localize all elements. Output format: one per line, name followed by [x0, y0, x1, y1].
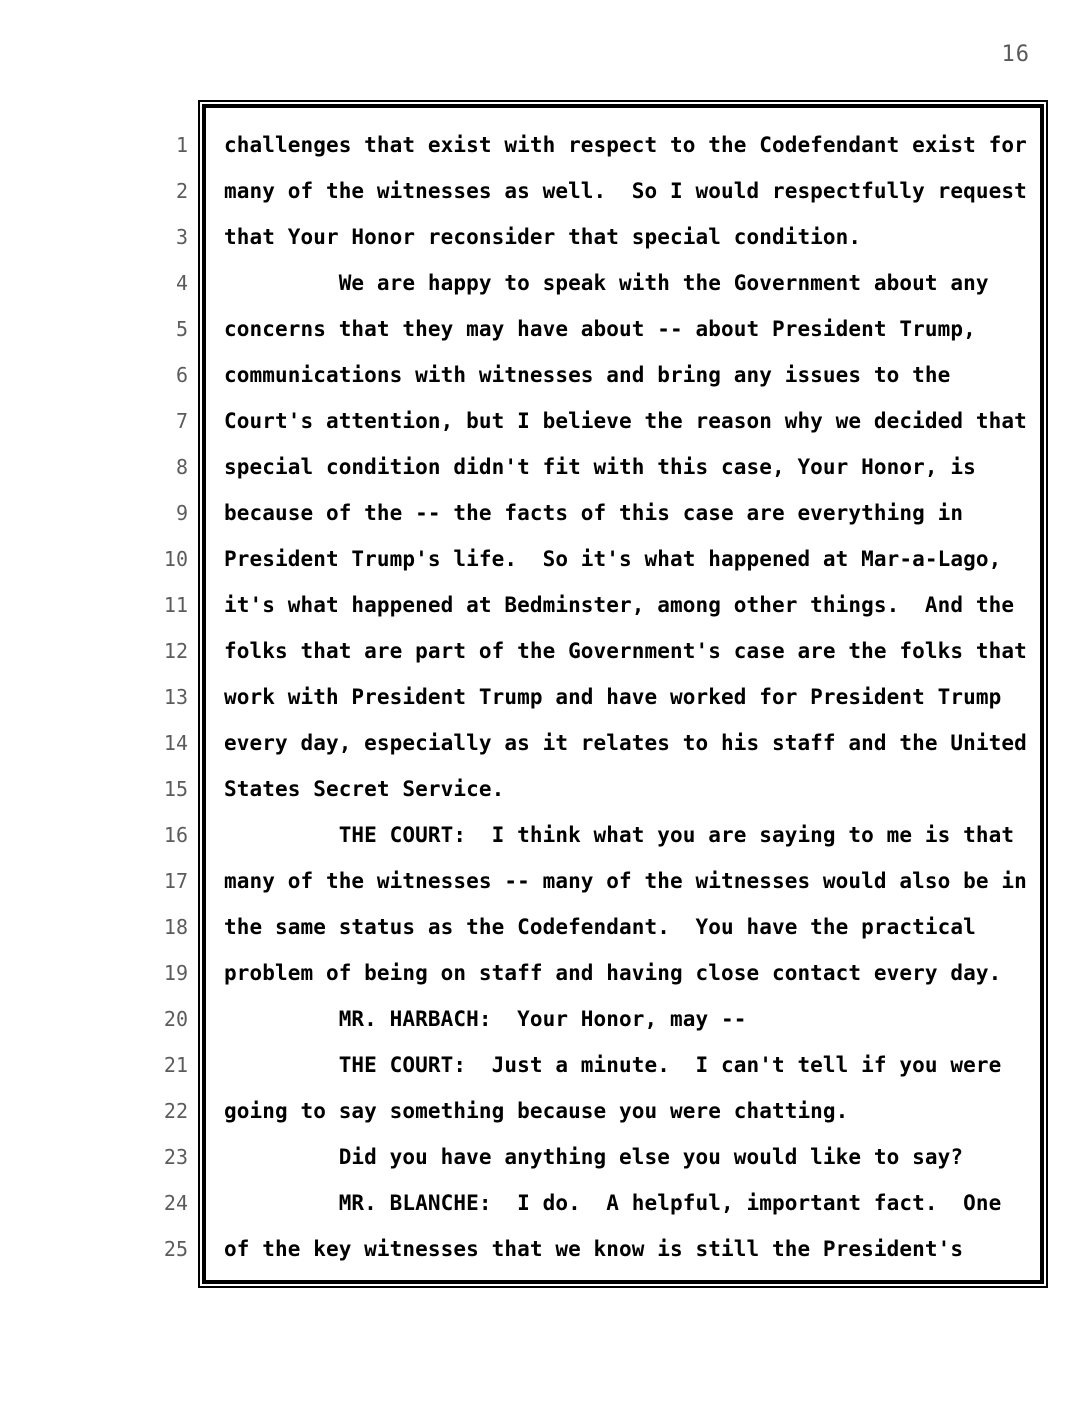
- line-number: 21: [163, 1053, 188, 1077]
- transcript-line: special condition didn't fit with this case, Your Honor, is: [224, 455, 976, 479]
- transcript-line: the same status as the Codefendant. You have the practical: [224, 915, 976, 939]
- line-number: 18: [163, 915, 188, 939]
- transcript-line: President Trump's life. So it's what happened at Mar-a-Lago,: [224, 547, 1002, 571]
- transcript-line: that Your Honor reconsider that special condition.: [224, 225, 862, 249]
- line-number: 25: [163, 1237, 188, 1261]
- transcript-line: challenges that exist with respect to the Codefendant exist for: [224, 133, 1027, 157]
- page-number: 16: [1001, 42, 1030, 67]
- transcript-text-body: [206, 108, 1040, 1272]
- transcript-line: concerns that they may have about -- about President Trump,: [224, 317, 976, 341]
- transcript-line: We are happy to speak with the Government about any: [224, 271, 989, 295]
- transcript-border-outer: [198, 100, 1048, 1288]
- line-number: 12: [163, 639, 188, 663]
- line-number: 14: [163, 731, 188, 755]
- transcript-line: it's what happened at Bedminster, among other things. And the: [224, 593, 1015, 617]
- line-number: 1: [175, 133, 188, 157]
- line-number: 23: [163, 1145, 188, 1169]
- line-number: 2: [175, 179, 188, 203]
- transcript-line: MR. HARBACH: Your Honor, may --: [224, 1007, 747, 1031]
- transcript-line: Did you have anything else you would like to say?: [224, 1145, 964, 1169]
- transcript-line: folks that are part of the Government's case are the folks that: [224, 639, 1027, 663]
- line-number: 22: [163, 1099, 188, 1123]
- line-number: 11: [163, 593, 188, 617]
- transcript-line: going to say something because you were chatting.: [224, 1099, 849, 1123]
- transcript-line: because of the -- the facts of this case are everything in: [224, 501, 964, 525]
- transcript-line: problem of being on staff and having close contact every day.: [224, 961, 1002, 985]
- line-number: 7: [175, 409, 188, 433]
- transcript-line: THE COURT: I think what you are saying to me is that: [224, 823, 1015, 847]
- line-number: 6: [175, 363, 188, 387]
- line-number: 15: [163, 777, 188, 801]
- transcript-line: work with President Trump and have worked for President Trump: [224, 685, 1002, 709]
- transcript-line: THE COURT: Just a minute. I can't tell if you were: [224, 1053, 1002, 1077]
- transcript-line: communications with witnesses and bring any issues to the: [224, 363, 951, 387]
- line-number: 4: [175, 271, 188, 295]
- transcript-line: States Secret Service.: [224, 777, 505, 801]
- transcript-line: MR. BLANCHE: I do. A helpful, important fact. One: [224, 1191, 1002, 1215]
- line-number: 17: [163, 869, 188, 893]
- transcript-border-inner: [202, 104, 1044, 1284]
- line-number: 13: [163, 685, 188, 709]
- transcript-line: every day, especially as it relates to his staff and the United: [224, 731, 1027, 755]
- line-number: 9: [175, 501, 188, 525]
- line-number-column: [138, 108, 188, 1272]
- line-number: 3: [175, 225, 188, 249]
- line-number: 19: [163, 961, 188, 985]
- line-number: 16: [163, 823, 188, 847]
- line-number: 24: [163, 1191, 188, 1215]
- line-number: 8: [175, 455, 188, 479]
- transcript-line: Court's attention, but I believe the reason why we decided that: [224, 409, 1027, 433]
- line-number: 5: [175, 317, 188, 341]
- line-number: 10: [163, 547, 188, 571]
- line-number: 20: [163, 1007, 188, 1031]
- transcript-line: many of the witnesses -- many of the witnesses would also be in: [224, 869, 1027, 893]
- transcript-line: many of the witnesses as well. So I would respectfully request: [224, 179, 1027, 203]
- transcript-line: of the key witnesses that we know is still the President's: [224, 1237, 964, 1261]
